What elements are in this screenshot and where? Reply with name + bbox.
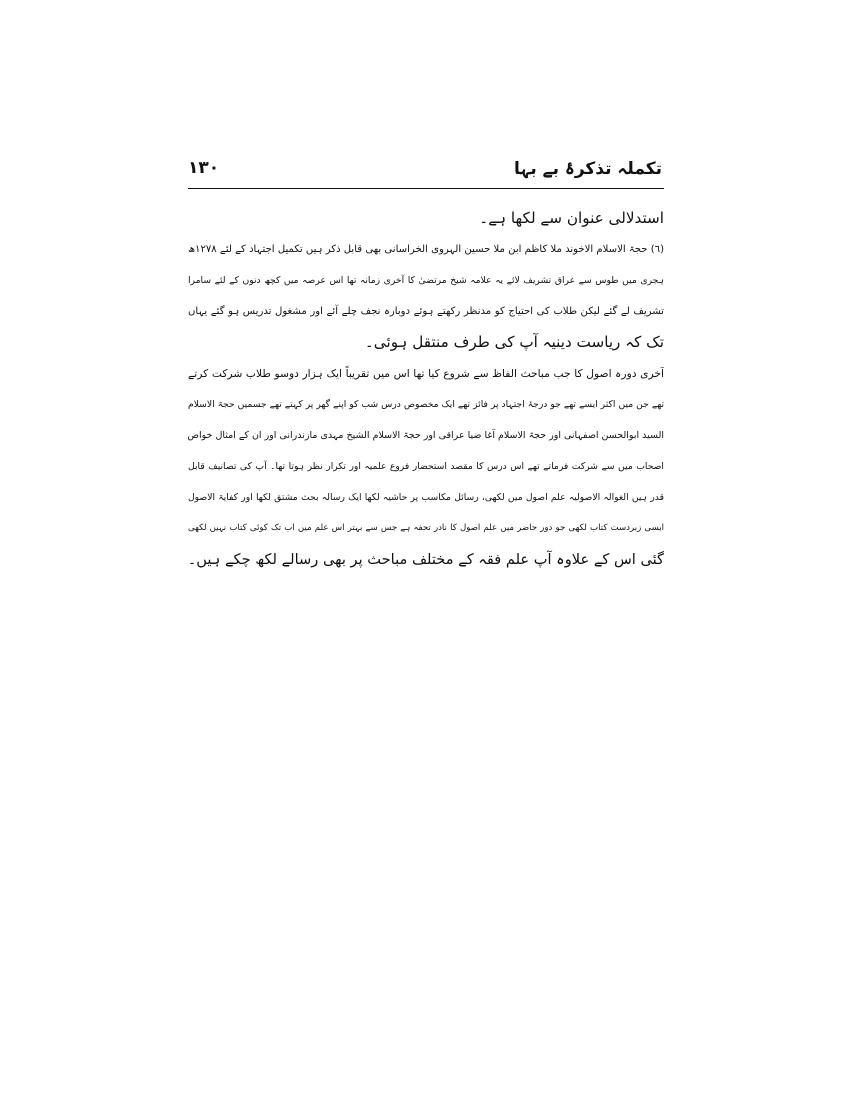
text-line: اصحاب میں سے شرکت فرماتے تھے اس درس کا مقصد استحضار فروع علمیہ اور تکرار نظر ہوتا تھا۔ آپ کی تصانیف قابل: [188, 461, 664, 472]
header-divider: [188, 188, 664, 189]
book-title: تکملہ تذکرۂ بے بہا: [513, 159, 662, 179]
text-line: (٦) حجۃ الاسلام الاخوند ملا کاظم ابن ملا حسین الہروی الخراسانی بھی قابل ذکر ہیں تکمیل اجتہاد کے لئے ۱۲۷۸ھ: [188, 244, 664, 255]
text-line: آخری دورہ اصول کا جب مباحث الفاظ سے شروع کیا تھا اس میں تقریباً ایک ہزار دوسو طلاب شرکت کرتے: [188, 367, 664, 380]
body-text: [188, 203, 664, 575]
text-line: استدلالی عنوان سے لکھا ہے۔: [479, 209, 664, 227]
text-line: قدر ہیں الغوالہ الاصولیہ علم اصول میں لکھی، رسائل مکاسب پر حاشیہ لکھا ایک رسالہ بحث مشتق لکھا اور کفایۃ الاصول: [188, 492, 664, 503]
text-line: تشریف لے گئے لیکن طلاب کی احتیاج کو مدنظر رکھتے ہوئے دوبارہ نجف چلے آئے اور مشغول تدریس ہو گئے یہاں: [188, 306, 664, 317]
text-line: تھے جن میں اکثر ایسے تھے جو درجۂ اجتہاد پر فائز تھے ایک مخصوص درس شب کو اپنے گھر پر کہتے تھے جسمیں حجۃ الاسلام: [188, 399, 664, 410]
text-line: ہجری میں طوس سے عراق تشریف لائے یہ علامہ شیخ مرتضیٰ کا آخری زمانہ تھا اس عرصہ میں کچھ دنوں کے لئے سامرا: [188, 275, 664, 286]
text-line: تک کہ ریاست دینیہ آپ کی طرف منتقل ہوئی۔: [364, 333, 664, 351]
text-line: ایسی زبردست کتاب لکھی جو دور حاضر میں علم اصول کا نادر تحفہ ہے جس سے بہتر اس علم میں اب تک کوئی کتاب نہیں لکھی: [188, 523, 664, 533]
running-header: [188, 158, 662, 188]
text-line: گئی اس کے علاوہ آپ علم فقہ کے مختلف مباحث پر بھی رسالے لکھ چکے ہیں۔: [188, 551, 664, 568]
text-line: السید ابوالحسن اصفہانی اور حجۃ الاسلام آغا ضیا عراقی اور حجۃ الاسلام الشیخ مہدی مازندرانی اور ان کے امثال خواص: [188, 430, 664, 441]
page-number: ۱۳۰: [188, 158, 220, 178]
